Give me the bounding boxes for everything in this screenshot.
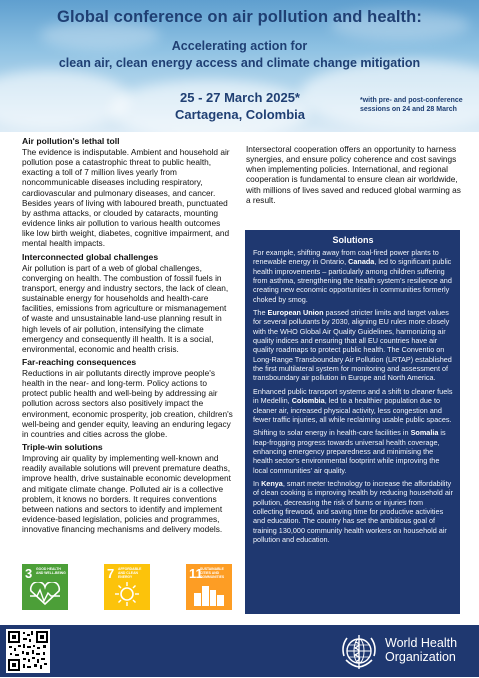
sun-icon <box>107 581 147 607</box>
footer-bar <box>0 625 479 677</box>
sdg-tile-7 <box>104 564 150 610</box>
sdg-label: AFFORDABLE AND CLEAN ENERGY <box>118 567 142 579</box>
cooperation-text: Intersectoral cooperation offers an opportunity to harness synergies, and ensure policy coherence and cost savings when implementing policies. International, and regional cooperation is fundamental to ensure clean air worldwide, with millions of lives saved and reduced global warming as a result. <box>246 144 461 205</box>
right-column <box>246 144 462 208</box>
solutions-box <box>245 230 460 614</box>
organization-name <box>385 636 475 664</box>
country-name: Canada <box>348 257 375 267</box>
session-note: *with pre- and post-conference sessions on 24 and 28 March <box>360 97 463 113</box>
country-name: Colombia <box>291 396 325 406</box>
sdg-number: 11 <box>189 566 203 581</box>
who-emblem-icon <box>338 630 380 672</box>
sdg-label: SUSTAINABLE CITIES AND COMMUNITIES <box>200 567 225 579</box>
section-text-consequences: Reductions in air pollutants directly improve people's health in the near- and long-term. Policy actions to protect public health and well-being by addressing air pollution across sectors also positively impact the environment, economic prosperity, job creation, children's well-being and gender equity, leaving an enduring legacy in countries and cities across the globe. <box>22 367 233 439</box>
cloud-decoration <box>110 80 310 132</box>
conference-dates: 25 - 27 March 2025* <box>180 90 300 105</box>
sdg-number: 7 <box>107 566 115 581</box>
country-name: Somalia <box>410 428 439 438</box>
country-name: European Union <box>267 308 324 318</box>
sdg-label: GOOD HEALTH AND WELL-BEING <box>36 567 66 575</box>
sdg-tiles <box>22 564 232 610</box>
section-text-toll: The evidence is indisputable. Ambient and household air pollution pose a catastrophic threat to public health, exacting a toll of 7 million lives yearly from noncommunicable diseases including respiratory, cardiovascular and pulmonary diseases, and cancer. Besides years of living with laboured breath, punctuated by asthma attacks, or clouded by cataracts, mounting evidence links air pollution to various health outcomes like low birth weight, diabetes, cognitive impairment, and mental health impacts. <box>22 147 230 249</box>
country-name: Kenya <box>261 478 283 488</box>
solutions-title: Solutions <box>332 235 374 245</box>
subtitle-line-1: Accelerating action for <box>171 39 308 53</box>
section-heading-challenges: Interconnected global challenges <box>22 251 159 262</box>
sdg-tile-3 <box>22 564 68 610</box>
heartbeat-icon <box>25 582 65 606</box>
section-text-solutions: Improving air quality by implementing well-known and readily available solutions will prevent premature deaths, improve health, drive sustainable economic development and mitigate climate change. Polluted air is a collective problem, it knows no borders. It requires conventions between nations and sectors to identify and implement evidence-based legislation, policies and programmes, innovative financing mechanisms and delivery models. <box>22 453 231 535</box>
left-column <box>22 136 234 537</box>
sdg-tile-11 <box>186 564 232 610</box>
organization-name-line-2: Organization <box>385 650 456 664</box>
section-heading-consequences: Far-reaching consequences <box>22 356 137 367</box>
solution-kenya: In Kenya, smart meter technology to increase the affordability of clean cooking is improving health by reducing household air pollution, decreasing the risk of burns or injuries from collecting firewood, and saving time for productive activities and education. The country has set the ambitious goal of training 130,000 community health workers on household air pollution and education. <box>253 478 453 544</box>
page-title: Global conference on air pollution and health: <box>57 8 422 26</box>
city-icon <box>189 581 229 607</box>
solution-colombia: Enhanced public transport systems and a shift to cleaner fuels in Medellin, Colombia, led to a healthier population due to cleaner air, increased physical activity, less congestion and fewer traffic injuries, all while reclaiming usable public spaces. <box>253 386 453 424</box>
section-heading-toll: Air pollution's lethal toll <box>22 136 120 146</box>
hero-banner <box>0 0 479 132</box>
solution-canada: For example, shifting away from coal-fired power plants to renewable energy in Ontario, Canada, led to significant public health improvements – particularly among children suffering from asthma, strengthening the health system's resilience and creating new economic opportunities in communities formerly choked by smog. <box>253 248 452 304</box>
section-heading-solutions: Triple-win solutions <box>22 442 103 453</box>
qr-code-icon[interactable] <box>6 629 50 673</box>
sdg-number: 3 <box>25 566 33 581</box>
solution-european-union: The European Union passed stricter limits and target values for several pollutants by 2030, aligning EU rules more closely with the WHO Global Air Quality Guidelines, harmonizing air quality indices and ensuring that all EU countries have air quality roadmaps to protect public health. The Conventio on Long-Range Transboundary Air Pollution (LRTAP) established the first multilateral system for monitoring and assessment of transboundary air pollution in Europe and North America. <box>253 308 452 383</box>
subtitle-line-2: clean air, clean energy access and climate change mitigation <box>58 56 421 70</box>
cloud-decoration <box>0 70 130 130</box>
section-text-challenges: Air pollution is part of a web of global challenges, converging on health. The combustion of fossil fuels in transport, energy and industry sectors, the lack of clean, sustainable energy for households and health-care facilities, emissions from agriculture or mismanagement of waste and unsustainable land-use planning result in high levels of air pollution, intensifying the climate emergency and consequently ill health. It is a social, environmental, economic and health crisis. <box>22 262 229 354</box>
organization-name-line-1: World Health <box>385 636 458 650</box>
solution-somalia: Shifting to solar energy in health-care facilities in Somalia is leap-frogging progress towards universal health coverage, enhancing emergency preparedness and minimising the health sector's environmental footprint while improving the local communities' air quality. <box>253 428 446 475</box>
conference-location: Cartagena, Colombia <box>174 107 306 122</box>
